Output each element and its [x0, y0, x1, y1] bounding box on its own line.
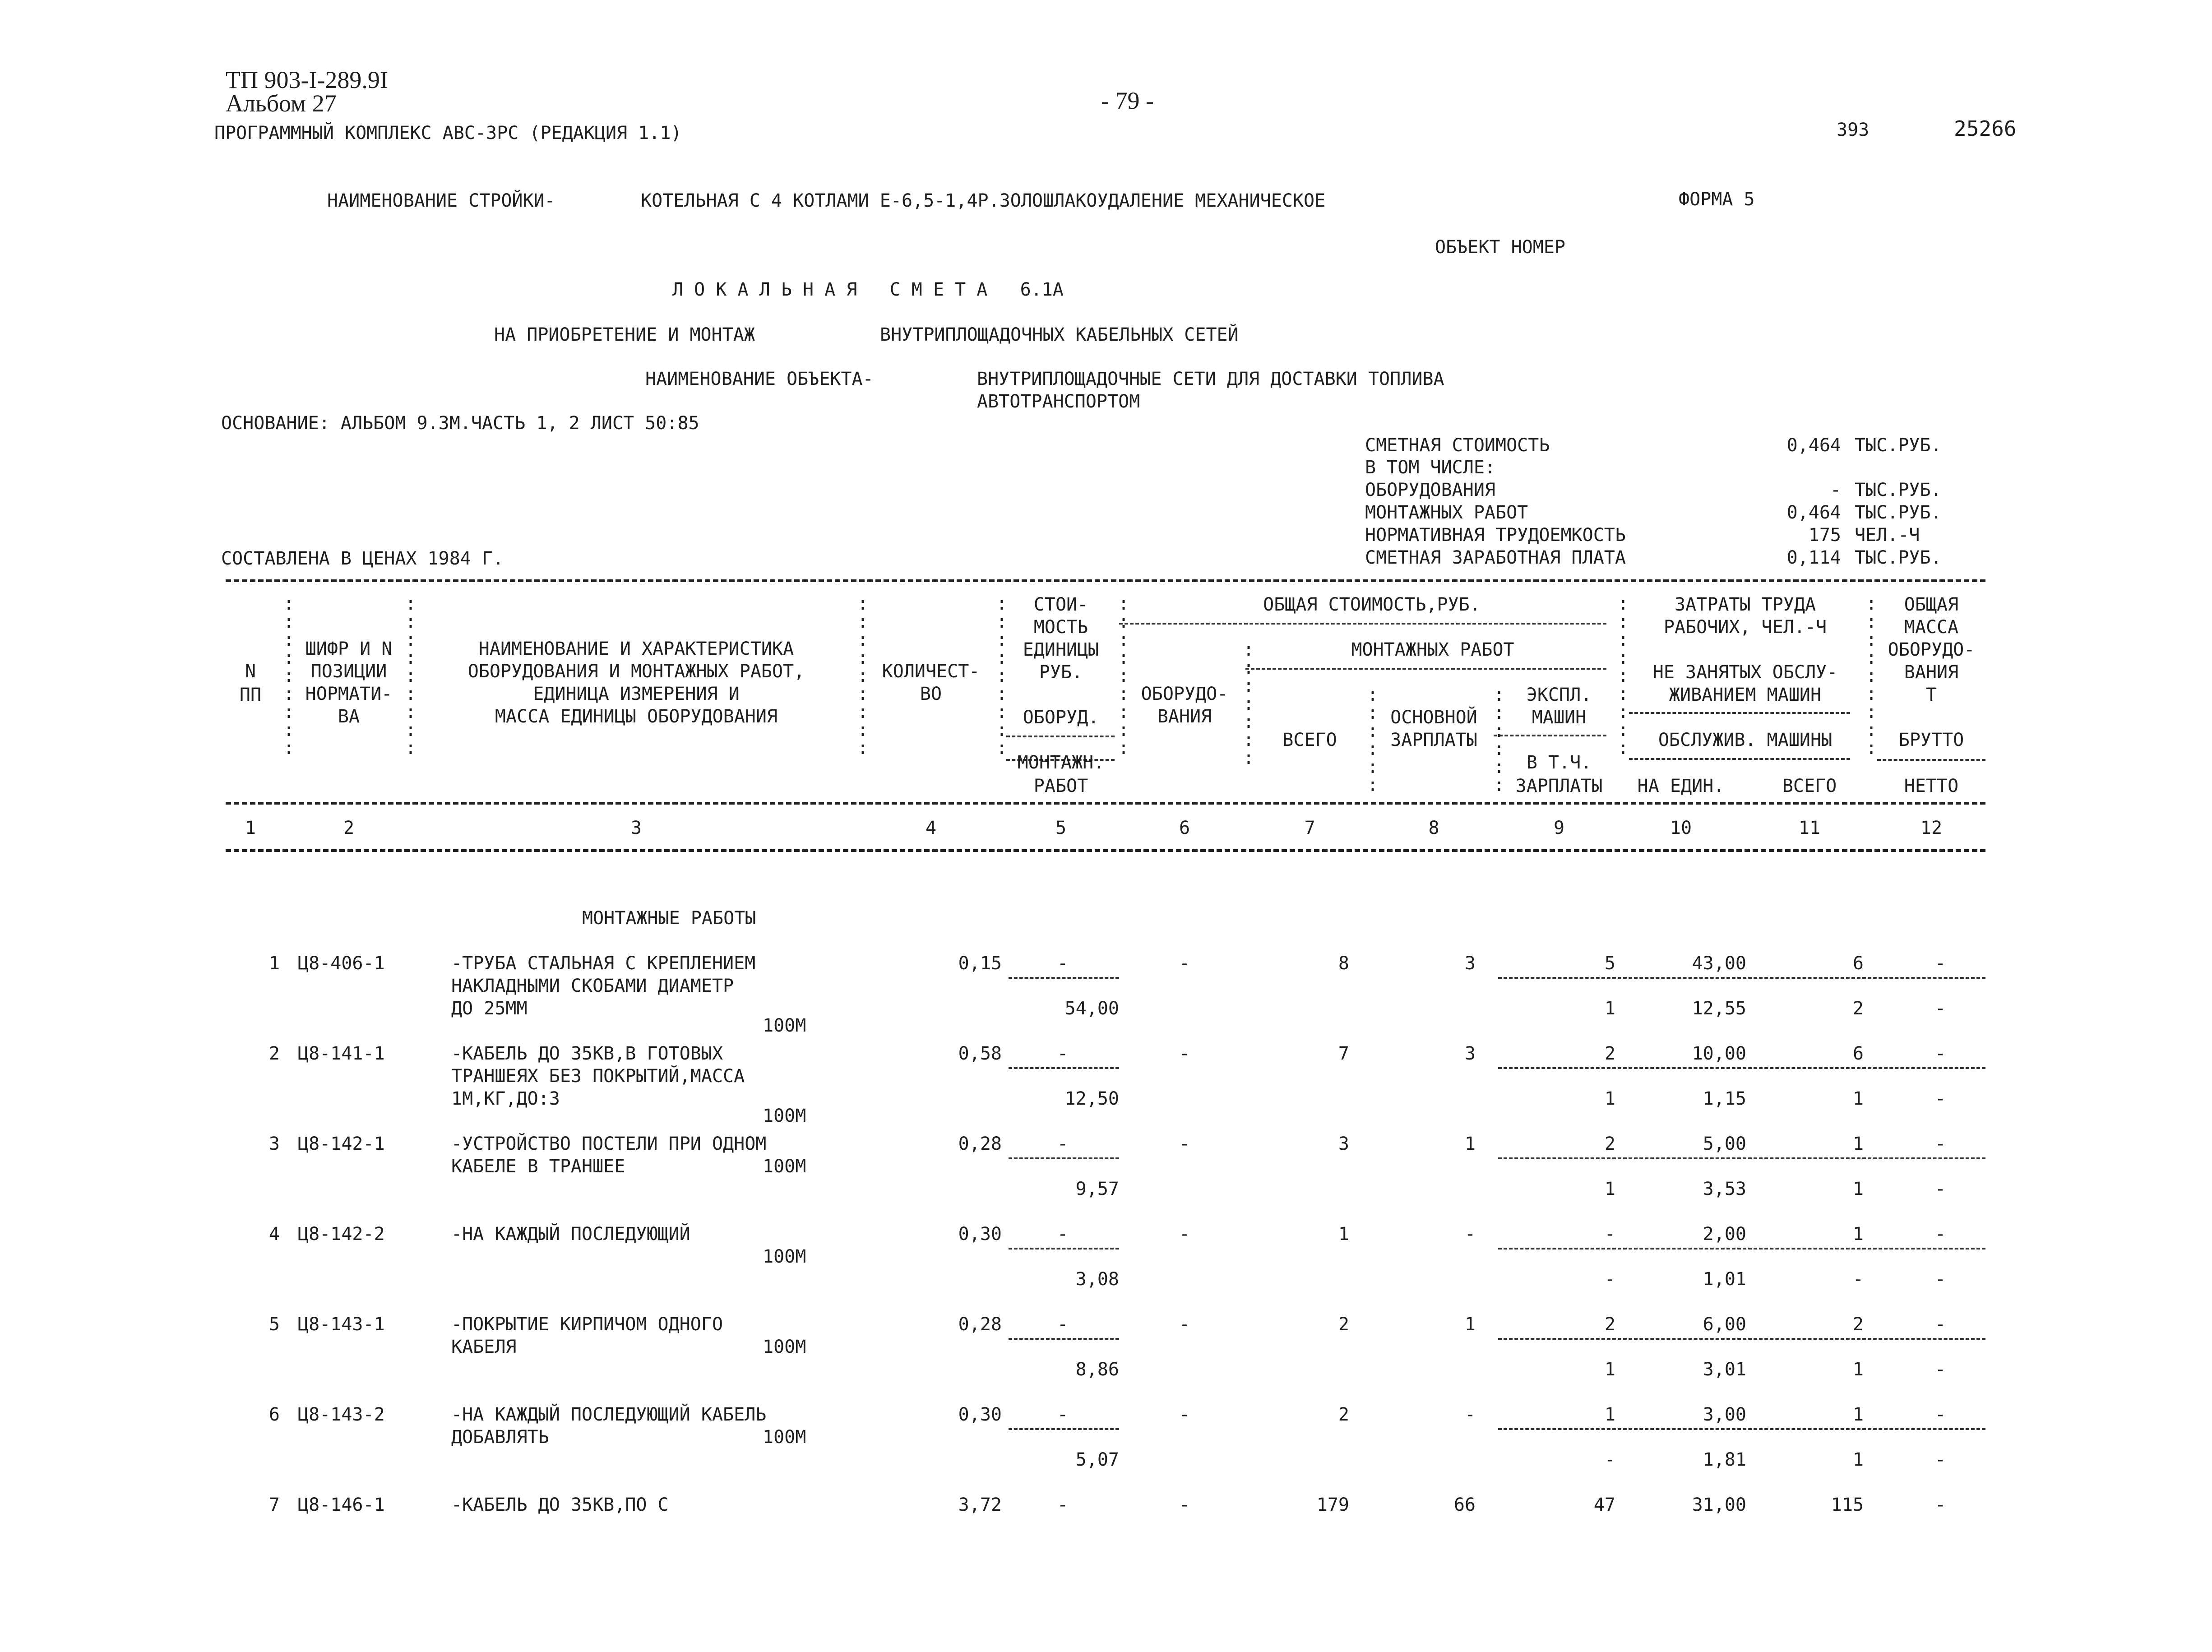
row-number: 1 — [268, 953, 280, 974]
row-name-line: -НА КАЖДЫЙ ПОСЛЕДУЮЩИЙ — [451, 1224, 690, 1245]
header-mount-works: МОНТАЖНЫХ РАБОТ — [1351, 639, 1514, 660]
summary-unit: ЧЕЛ.-Ч — [1855, 525, 1920, 546]
row-name-line: 1М,КГ,ДО:3 — [451, 1088, 560, 1109]
base-wage: 1 — [1464, 1314, 1476, 1335]
total-cost: 2 — [1338, 1404, 1349, 1425]
equip-cost: - — [1179, 1495, 1190, 1515]
base-wage: 3 — [1464, 1043, 1476, 1064]
equip-cost: - — [1179, 1043, 1190, 1064]
row-name-line: -КАБЕЛЬ ДО 35КВ,В ГОТОВЫХ — [451, 1043, 723, 1064]
total-cost: 8 — [1338, 953, 1349, 974]
unit-cost-equip: - — [1057, 1314, 1069, 1335]
row-unit: 100М — [763, 1427, 806, 1448]
summary-value: 0,114 — [1786, 547, 1841, 568]
header-subrule — [1245, 668, 1606, 670]
mass-brutto: - — [1934, 1224, 1946, 1245]
header-labor: НА ЕДИН. — [1637, 776, 1725, 796]
header-subrule — [1629, 758, 1850, 760]
mass-brutto: - — [1934, 953, 1946, 974]
labor-total-service: 1 — [1852, 1449, 1864, 1470]
base-wage: 66 — [1453, 1495, 1476, 1515]
summary-label: В ТОМ ЧИСЛЕ: — [1365, 457, 1495, 478]
basis-line: ОСНОВАНИЕ: АЛЬБОМ 9.ЗМ.ЧАСТЬ 1, 2 ЛИСТ 50:85 — [221, 413, 699, 434]
summary-label: ОБОРУДОВАНИЯ — [1365, 480, 1495, 500]
header-incl-wage: В Т.Ч. — [1526, 752, 1592, 773]
machines-cost: 2 — [1604, 1314, 1615, 1335]
wage-incl: 1 — [1604, 1088, 1615, 1109]
row-name-line: -УСТРОЙСТВО ПОСТЕЛИ ПРИ ОДНОМ — [451, 1134, 767, 1154]
program-name: ПРОГРАММНЫЙ КОМПЛЕКС АВС-3РС (РЕДАКЦИЯ 1.1) — [214, 123, 682, 143]
row-name-line: -ПОКРЫТИЕ КИРПИЧОМ ОДНОГО — [451, 1314, 723, 1335]
row-number: 5 — [268, 1314, 280, 1335]
construction-label: НАИМЕНОВАНИЕ СТРОЙКИ- — [327, 190, 555, 211]
labor-per-unit: 10,00 — [1692, 1043, 1746, 1064]
col-number: 10 — [1670, 818, 1692, 838]
header-labor: РАБОЧИХ, ЧЕЛ.-Ч — [1663, 617, 1827, 638]
row-code: Ц8-143-1 — [298, 1314, 385, 1335]
cell-divider — [1498, 1428, 1985, 1430]
labor-total-service: 1 — [1852, 1088, 1864, 1109]
cell-divider — [1009, 1067, 1119, 1069]
col-sep: : : : : : : : : : — [1118, 593, 1129, 759]
header-mass: МАССА — [1904, 617, 1959, 638]
header-equip: ВАНИЯ — [1157, 706, 1212, 727]
wage-incl: 1 — [1604, 1179, 1615, 1199]
row-unit: 100М — [763, 1106, 806, 1126]
cell-divider — [1498, 1338, 1985, 1340]
col-number: 3 — [630, 818, 642, 838]
labor-total: 6 — [1852, 953, 1864, 974]
row-number: 2 — [268, 1043, 280, 1064]
row-code: Ц8-143-2 — [298, 1404, 385, 1425]
summary-value: - — [1830, 480, 1841, 500]
header-code: ПОЗИЦИИ — [310, 661, 387, 682]
summary-label: СМЕТНАЯ СТОИМОСТЬ — [1365, 435, 1550, 456]
summary-unit: ТЫС.РУБ. — [1855, 435, 1942, 456]
equip-cost: - — [1179, 1314, 1190, 1335]
header-n: ПП — [239, 685, 262, 705]
row-number: 3 — [268, 1134, 280, 1154]
row-qty: 0,30 — [958, 1404, 1002, 1425]
header-name: ЕДИНИЦА ИЗМЕРЕНИЯ И — [533, 684, 740, 704]
construction-value: КОТЕЛЬНАЯ С 4 КОТЛАМИ Е-6,5-1,4Р.ЗОЛОШЛАКОУДАЛЕНИЕ МЕХАНИЧЕСКОЕ — [641, 190, 1326, 211]
labor-total-service: 2 — [1852, 998, 1864, 1019]
row-code: Ц8-141-1 — [298, 1043, 385, 1064]
row-name-line: КАБЕЛЯ — [451, 1337, 517, 1357]
cell-divider — [1009, 977, 1119, 979]
row-qty: 0,28 — [958, 1134, 1002, 1154]
labor-total-service: 1 — [1852, 1179, 1864, 1199]
equip-cost: - — [1179, 1134, 1190, 1154]
summary-value: 175 — [1808, 525, 1841, 546]
row-name-line: -ТРУБА СТАЛЬНАЯ С КРЕПЛЕНИЕМ — [451, 953, 756, 974]
mass-brutto: - — [1934, 1134, 1946, 1154]
summary-label: НОРМАТИВНАЯ ТРУДОЕМКОСТЬ — [1365, 525, 1626, 546]
header-code: ШИФР И N — [305, 639, 393, 659]
header-subrule — [1119, 623, 1606, 625]
header-labor: НЕ ЗАНЯТЫХ ОБСЛУ- — [1652, 662, 1838, 683]
table-top-rule — [226, 579, 1985, 582]
col-number: 4 — [925, 818, 937, 838]
total-cost: 2 — [1338, 1314, 1349, 1335]
cell-divider — [1009, 1248, 1119, 1249]
col-sep: : : : : : : : : : — [1866, 593, 1877, 759]
col-sep: : : : : : : : : : — [1618, 593, 1629, 759]
header-code: НОРМАТИ- — [305, 684, 393, 704]
unit-cost-equip: - — [1057, 1134, 1069, 1154]
tp-number: ТП 903-I-289.9I — [226, 66, 388, 93]
header-n: N — [245, 661, 256, 682]
cell-divider — [1498, 1248, 1985, 1249]
document-title: Л О К А Л Ь Н А Я С М Е Т А 6.1А — [672, 279, 1064, 300]
labor-per-unit: 43,00 — [1692, 953, 1746, 974]
cell-divider — [1498, 1157, 1985, 1159]
object-value-1: ВНУТРИПЛОЩАДОЧНЫЕ СЕТИ ДЛЯ ДОСТАВКИ ТОПЛИВА — [977, 369, 1444, 389]
mass-netto: - — [1934, 1359, 1946, 1380]
wage-incl: - — [1604, 1449, 1615, 1470]
col-number: 6 — [1179, 818, 1190, 838]
wage-incl: 1 — [1604, 1359, 1615, 1380]
labor-per-unit-service: 3,53 — [1703, 1179, 1746, 1199]
cell-divider — [1498, 1067, 1985, 1069]
header-mass: ВАНИЯ — [1904, 662, 1959, 683]
unit-cost-equip: - — [1057, 1224, 1069, 1245]
header-unit-cost: МОСТЬ — [1033, 617, 1088, 638]
mass-brutto: - — [1934, 1404, 1946, 1425]
mass-brutto: - — [1934, 1495, 1946, 1515]
col-number: 11 — [1798, 818, 1821, 838]
cell-divider — [1009, 1338, 1119, 1340]
header-machines: ЭКСПЛ. — [1526, 685, 1592, 705]
equip-cost: - — [1179, 953, 1190, 974]
labor-per-unit-service: 12,55 — [1692, 998, 1746, 1019]
row-qty: 0,15 — [958, 953, 1002, 974]
header-machines: МАШИН — [1532, 707, 1587, 728]
header-mass: ОБОРУДО- — [1888, 639, 1975, 660]
row-number: 4 — [268, 1224, 280, 1245]
wage-incl: - — [1604, 1269, 1615, 1290]
mass-netto: - — [1934, 1179, 1946, 1199]
equip-cost: - — [1179, 1224, 1190, 1245]
header-name: НАИМЕНОВАНИЕ И ХАРАКТЕРИСТИКА — [478, 639, 794, 659]
total-cost: 7 — [1338, 1043, 1349, 1064]
row-name-line: НАКЛАДНЫМИ СКОБАМИ ДИАМЕТР — [451, 976, 734, 996]
total-cost: 1 — [1338, 1224, 1349, 1245]
labor-per-unit: 5,00 — [1703, 1134, 1746, 1154]
header-subrule — [1629, 712, 1850, 714]
col-sep: : : : : : : — [1494, 685, 1505, 796]
machines-cost: 47 — [1593, 1495, 1615, 1515]
header-unit-equip: ОБОРУД. — [1023, 707, 1099, 728]
object-value-2: АВТОТРАНСПОРТОМ — [977, 391, 1140, 412]
header-labor: ВСЕГО — [1782, 776, 1837, 796]
total-cost: 179 — [1316, 1495, 1349, 1515]
header-subrule — [1006, 736, 1115, 737]
column-numbers-rule — [226, 849, 1985, 852]
row-code: Ц8-406-1 — [298, 953, 385, 974]
col-sep: : : : : : : : — [1243, 639, 1254, 768]
mass-netto: - — [1934, 1088, 1946, 1109]
machines-cost: 2 — [1604, 1134, 1615, 1154]
row-name-line: ДОБАВЛЯТЬ — [451, 1427, 549, 1448]
object-number-label: ОБЪЕКТ НОМЕР — [1435, 237, 1565, 258]
row-unit: 100М — [763, 1246, 806, 1267]
summary-unit: ТЫС.РУБ. — [1855, 480, 1942, 500]
machines-cost: 5 — [1604, 953, 1615, 974]
row-code: Ц8-146-1 — [298, 1495, 385, 1515]
labor-total: 1 — [1852, 1134, 1864, 1154]
header-qty: ВО — [920, 684, 942, 704]
labor-total-service: 1 — [1852, 1359, 1864, 1380]
header-unit-cost: РУБ. — [1039, 662, 1083, 683]
unit-cost-mount: 3,08 — [1075, 1269, 1119, 1290]
machines-cost: - — [1604, 1224, 1615, 1245]
col-sep: : : : : : : : : : — [283, 593, 295, 759]
labor-per-unit: 31,00 — [1692, 1495, 1746, 1515]
header-mass: ОБЩАЯ — [1904, 594, 1959, 615]
labor-total: 115 — [1831, 1495, 1864, 1515]
row-name-line: -НА КАЖДЫЙ ПОСЛЕДУЮЩИЙ КАБЕЛЬ — [451, 1404, 767, 1425]
labor-total: 6 — [1852, 1043, 1864, 1064]
cell-divider — [1009, 1157, 1119, 1159]
section-title: МОНТАЖНЫЕ РАБОТЫ — [582, 908, 756, 929]
row-unit: 100М — [763, 1156, 806, 1177]
base-wage: - — [1464, 1224, 1476, 1245]
unit-cost-mount: 54,00 — [1064, 998, 1119, 1019]
base-wage: 1 — [1464, 1134, 1476, 1154]
labor-per-unit-service: 1,15 — [1703, 1088, 1746, 1109]
prices-line: СОСТАВЛЕНА В ЦЕНАХ 1984 Г. — [221, 548, 504, 569]
col-sep: : : : : : : : : : — [857, 593, 869, 759]
unit-cost-equip: - — [1057, 1495, 1069, 1515]
col-sep: : : : : : : — [1367, 685, 1379, 796]
summary-label: МОНТАЖНЫХ РАБОТ — [1365, 502, 1528, 523]
total-cost: 3 — [1338, 1134, 1349, 1154]
header-unit-cost: СТОИ- — [1033, 594, 1088, 615]
col-number: 7 — [1304, 818, 1315, 838]
row-unit: 100М — [763, 1015, 806, 1036]
labor-per-unit: 6,00 — [1703, 1314, 1746, 1335]
header-subrule — [1877, 759, 1985, 761]
labor-per-unit: 3,00 — [1703, 1404, 1746, 1425]
wage-incl: 1 — [1604, 998, 1615, 1019]
row-qty: 3,72 — [958, 1495, 1002, 1515]
row-code: Ц8-142-1 — [298, 1134, 385, 1154]
header-code: ВА — [338, 706, 360, 727]
row-qty: 0,30 — [958, 1224, 1002, 1245]
unit-cost-mount: 12,50 — [1064, 1088, 1119, 1109]
row-name-line: ТРАНШЕЯХ БЕЗ ПОКРЫТИЙ,МАССА — [451, 1066, 745, 1087]
row-number: 7 — [268, 1495, 280, 1515]
header-mass: БРУТТО — [1898, 730, 1964, 750]
header-base-wage: ЗАРПЛАТЫ — [1390, 730, 1477, 750]
col-number: 12 — [1920, 818, 1943, 838]
header-unit-mount: МОНТАЖН. — [1017, 752, 1105, 773]
labor-per-unit-service: 3,01 — [1703, 1359, 1746, 1380]
header-name: ОБОРУДОВАНИЯ И МОНТАЖНЫХ РАБОТ, — [467, 661, 805, 682]
labor-total: 1 — [1852, 1224, 1864, 1245]
header-labor: ЖИВАНИЕМ МАШИН — [1669, 685, 1822, 705]
row-name-line: КАБЕЛЕ В ТРАНШЕЕ — [451, 1156, 625, 1177]
equip-cost: - — [1179, 1404, 1190, 1425]
labor-total: 2 — [1852, 1314, 1864, 1335]
col-number: 5 — [1055, 818, 1067, 838]
unit-cost-mount: 8,86 — [1075, 1359, 1119, 1380]
header-total-cost: ОБЩАЯ СТОИМОСТЬ,РУБ. — [1263, 594, 1481, 615]
summary-value: 0,464 — [1786, 502, 1841, 523]
form-label: ФОРМА 5 — [1679, 189, 1755, 210]
row-unit: 100М — [763, 1337, 806, 1357]
unit-cost-equip: - — [1057, 953, 1069, 974]
summary-unit: ТЫС.РУБ. — [1855, 502, 1942, 523]
base-wage: 3 — [1464, 953, 1476, 974]
code-a: 393 — [1837, 120, 1870, 140]
header-equip: ОБОРУДО- — [1141, 684, 1228, 704]
labor-total-service: - — [1852, 1269, 1864, 1290]
row-qty: 0,28 — [958, 1314, 1002, 1335]
summary-label: СМЕТНАЯ ЗАРАБОТНАЯ ПЛАТА — [1365, 547, 1626, 568]
mass-netto: - — [1934, 998, 1946, 1019]
row-qty: 0,58 — [958, 1043, 1002, 1064]
header-total: ВСЕГО — [1282, 730, 1337, 750]
code-b: 25266 — [1954, 116, 2017, 141]
unit-cost-equip: - — [1057, 1043, 1069, 1064]
cell-divider — [1498, 977, 1985, 979]
row-number: 6 — [268, 1404, 280, 1425]
unit-cost-mount: 5,07 — [1075, 1449, 1119, 1470]
row-name-line: -КАБЕЛЬ ДО 35КВ,ПО С — [451, 1495, 669, 1515]
mass-brutto: - — [1934, 1043, 1946, 1064]
purpose-b: ВНУТРИПЛОЩАДОЧНЫХ КАБЕЛЬНЫХ СЕТЕЙ — [880, 324, 1239, 345]
col-number: 9 — [1553, 818, 1565, 838]
mass-netto: - — [1934, 1269, 1946, 1290]
unit-cost-mount: 9,57 — [1075, 1179, 1119, 1199]
unit-cost-equip: - — [1057, 1404, 1069, 1425]
purpose-a: НА ПРИОБРЕТЕНИЕ И МОНТАЖ — [494, 324, 755, 345]
mass-netto: - — [1934, 1449, 1946, 1470]
header-base-wage: ОСНОВНОЙ — [1390, 707, 1477, 728]
mass-brutto: - — [1934, 1314, 1946, 1335]
col-number: 1 — [245, 818, 256, 838]
summary-unit: ТЫС.РУБ. — [1855, 547, 1942, 568]
labor-per-unit-service: 1,81 — [1703, 1449, 1746, 1470]
machines-cost: 1 — [1604, 1404, 1615, 1425]
header-mass: Т — [1925, 685, 1937, 705]
labor-per-unit-service: 1,01 — [1703, 1269, 1746, 1290]
header-qty: КОЛИЧЕСТ- — [882, 661, 980, 682]
labor-per-unit: 2,00 — [1703, 1224, 1746, 1245]
header-name: МАССА ЕДИНИЦЫ ОБОРУДОВАНИЯ — [495, 706, 778, 727]
header-subrule — [1494, 735, 1606, 736]
col-sep: : : : : : : : : : — [405, 593, 416, 759]
table-header-rule — [226, 802, 1985, 805]
labor-total: 1 — [1852, 1404, 1864, 1425]
header-labor: ОБСЛУЖИВ. МАШИНЫ — [1658, 730, 1833, 750]
page-number: - 79 - — [1101, 87, 1154, 114]
cell-divider — [1009, 1428, 1119, 1430]
header-labor: ЗАТРАТЫ ТРУДА — [1674, 594, 1816, 615]
col-number: 8 — [1428, 818, 1439, 838]
header-mass: НЕТТО — [1904, 776, 1959, 796]
header-incl-wage: ЗАРПЛАТЫ — [1515, 776, 1603, 796]
machines-cost: 2 — [1604, 1043, 1615, 1064]
base-wage: - — [1464, 1404, 1476, 1425]
header-unit-mount: РАБОТ — [1033, 776, 1088, 796]
row-code: Ц8-142-2 — [298, 1224, 385, 1245]
album-number: Альбом 27 — [226, 90, 337, 117]
row-name-line: ДО 25ММ — [451, 998, 528, 1019]
col-sep: : : : : : : : : : — [996, 593, 1008, 759]
col-number: 2 — [343, 818, 355, 838]
header-unit-cost: ЕДИНИЦЫ — [1023, 639, 1099, 660]
summary-value: 0,464 — [1786, 435, 1841, 456]
object-label: НАИМЕНОВАНИЕ ОБЪЕКТА- — [645, 369, 874, 389]
